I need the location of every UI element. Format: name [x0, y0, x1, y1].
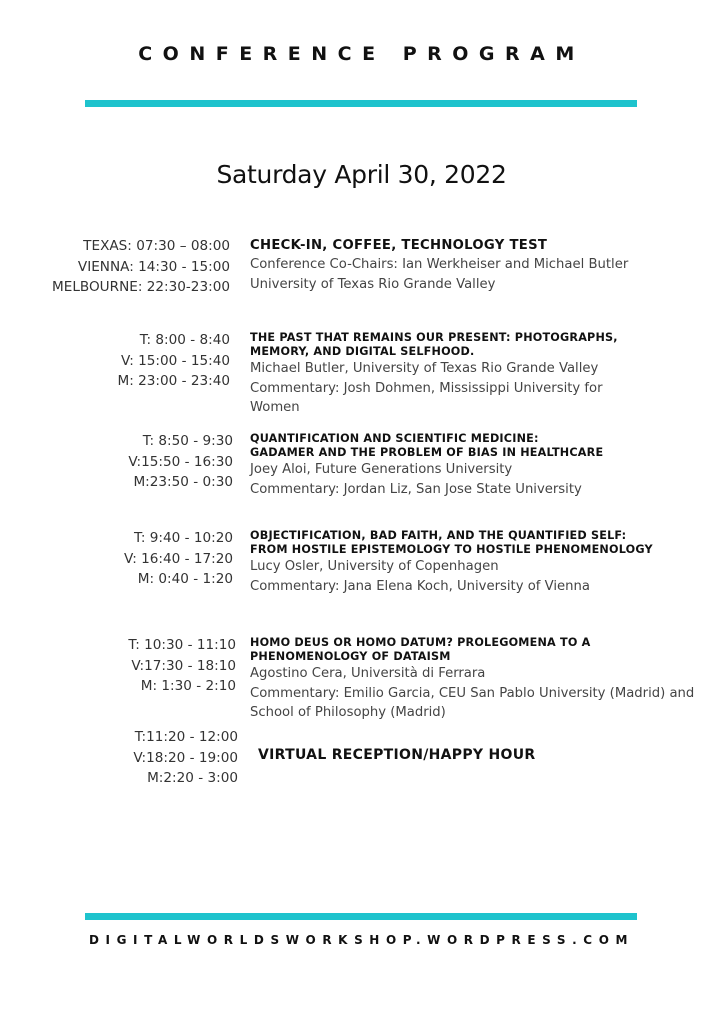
time-melbourne: M: 23:00 - 23:40: [117, 373, 230, 389]
time-melbourne: M: 1:30 - 2:10: [140, 678, 236, 694]
commentary: Women: [250, 400, 300, 415]
time-texas: T: 10:30 - 11:10: [128, 637, 236, 653]
time-texas: TEXAS: 07:30 – 08:00: [83, 238, 230, 254]
session-times: [128, 431, 233, 493]
session-times: [133, 727, 238, 789]
speaker: Joey Aloi, Future Generations University: [250, 462, 513, 477]
session: [250, 331, 700, 418]
session-times: [52, 236, 230, 298]
session-chairs: Conference Co-Chairs: Ian Werkheiser and Michael Butler: [250, 257, 629, 272]
bottom-divider: [85, 913, 637, 920]
speaker: Lucy Osler, University of Copenhagen: [250, 559, 499, 574]
page-title: CONFERENCE PROGRAM: [138, 43, 585, 65]
session: [250, 237, 700, 294]
session-title: FROM HOSTILE EPISTEMOLOGY TO HOSTILE PHENOMENOLOGY: [250, 543, 653, 556]
time-vienna: V:18:20 - 19:00: [133, 749, 238, 766]
time-melbourne: MELBOURNE: 22:30-23:00: [52, 279, 230, 295]
time-melbourne: M:2:20 - 3:00: [147, 770, 238, 786]
session-title: OBJECTIFICATION, BAD FAITH, AND THE QUANTIFIED SELF:: [250, 529, 627, 542]
session-affiliation: University of Texas Rio Grande Valley: [250, 276, 496, 292]
top-divider: [85, 100, 637, 107]
time-texas: T: 8:50 - 9:30: [142, 433, 233, 449]
session-title: MEMORY, AND DIGITAL SELFHOOD.: [250, 345, 475, 358]
reception-title: VIRTUAL RECEPTION/HAPPY HOUR: [258, 747, 536, 763]
speaker: Michael Butler, University of Texas Rio Grande Valley: [250, 361, 599, 376]
session-title: GADAMER AND THE PROBLEM OF BIAS IN HEALTHCARE: [250, 446, 604, 459]
website-url[interactable]: DIGITALWORLDSWORKSHOP.WORDPRESS.COM: [88, 933, 635, 947]
time-vienna: V:15:50 - 16:30: [128, 453, 233, 470]
session: [250, 529, 700, 596]
time-melbourne: M:23:50 - 0:30: [133, 474, 233, 490]
time-texas: T: 8:00 - 8:40: [139, 332, 230, 348]
session-title: HOMO DEUS OR HOMO DATUM? PROLEGOMENA TO A: [250, 636, 591, 649]
session-title: PHENOMENOLOGY OF DATAISM: [250, 650, 451, 663]
session-times: [117, 330, 230, 392]
time-melbourne: M: 0:40 - 1:20: [137, 571, 233, 587]
session-title: THE PAST THAT REMAINS OUR PRESENT: PHOTOGRAPHS,: [250, 331, 618, 344]
time-vienna: VIENNA: 14:30 - 15:00: [77, 258, 230, 275]
time-vienna: V: 16:40 - 17:20: [124, 550, 233, 567]
session-times: [128, 635, 236, 697]
commentary: Commentary: Emilio Garcia, CEU San Pablo University (Madrid) and: [250, 685, 695, 701]
commentary: Commentary: Jordan Liz, San Jose State University: [250, 481, 582, 497]
session: [250, 636, 710, 723]
session: [250, 432, 700, 499]
commentary: Commentary: Josh Dohmen, Mississippi University for: [250, 380, 603, 396]
time-vienna: V:17:30 - 18:10: [131, 657, 236, 674]
event-date: Saturday April 30, 2022: [216, 160, 507, 189]
time-texas: T:11:20 - 12:00: [134, 729, 238, 745]
session-title: QUANTIFICATION AND SCIENTIFIC MEDICINE:: [250, 432, 539, 445]
commentary: School of Philosophy (Madrid): [250, 705, 446, 720]
time-vienna: V: 15:00 - 15:40: [121, 352, 230, 369]
speaker: Agostino Cera, Università di Ferrara: [250, 666, 486, 681]
session-times: [124, 528, 233, 590]
commentary: Commentary: Jana Elena Koch, University of Vienna: [250, 578, 590, 594]
session-title: CHECK-IN, COFFEE, TECHNOLOGY TEST: [250, 238, 548, 253]
time-texas: T: 9:40 - 10:20: [134, 530, 233, 546]
